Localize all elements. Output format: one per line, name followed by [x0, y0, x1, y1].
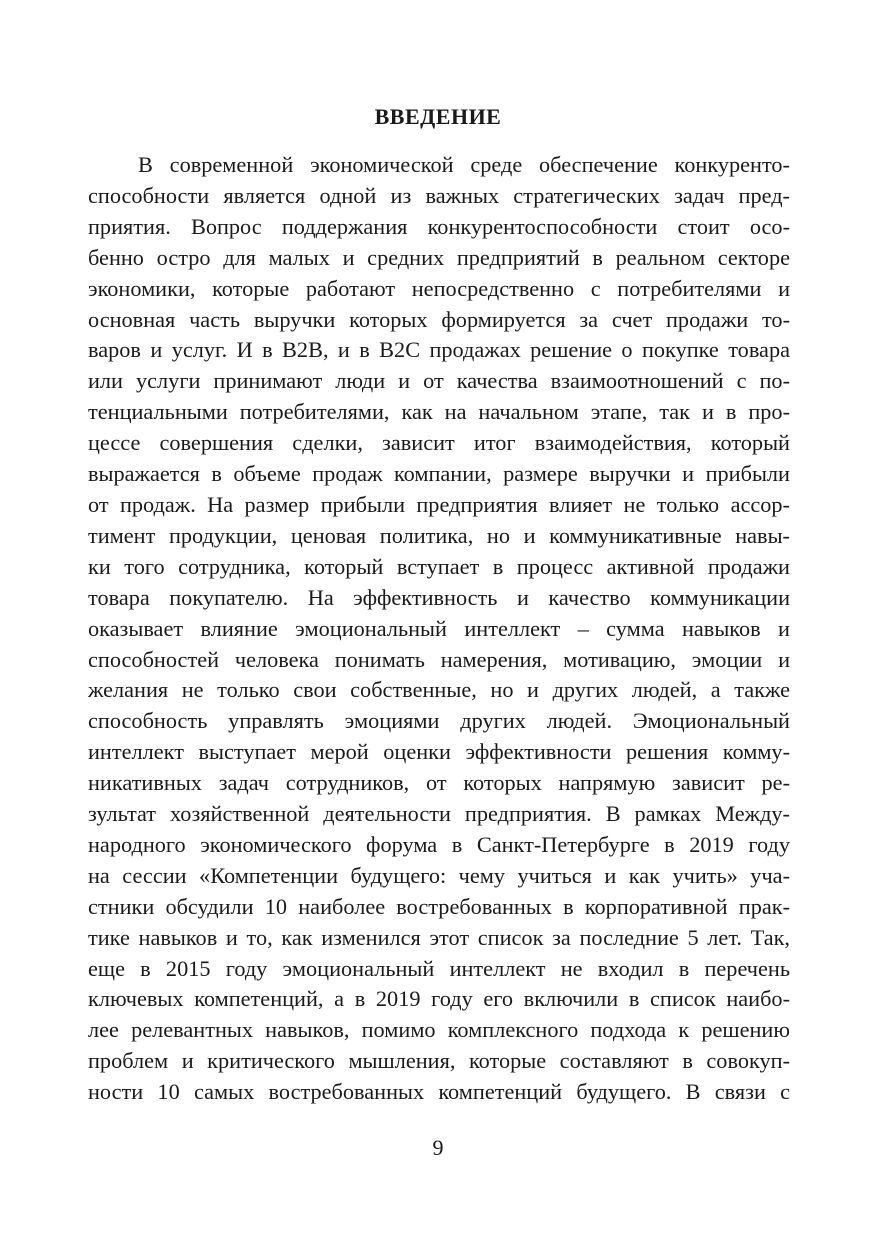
- text-line: бенно остро для малых и средних предприятий в реальном секторе: [88, 244, 790, 270]
- text-line: В современной экономической среде обеспечение конкуренто-: [138, 152, 790, 177]
- page-number: 9: [432, 1135, 444, 1160]
- text-line: выражается в объеме продаж компании, размере выручки и прибыли: [88, 461, 790, 487]
- text-line: тенциальными потребителями, как на начальном этапе, так и в про-: [88, 399, 790, 425]
- text-line: ности 10 самых востребованных компетенций будущего. В связи с: [88, 1079, 790, 1105]
- section-heading: ВВЕДЕНИЕ: [374, 104, 502, 129]
- text-line: проблем и критического мышления, которые составляют в совокуп-: [88, 1048, 790, 1074]
- text-line: оказывает влияние эмоциональный интеллект – сумма навыков и: [88, 615, 790, 641]
- text-line: от продаж. На размер прибыли предприятия влияет не только ассор-: [88, 491, 790, 517]
- text-line: никативных задач сотрудников, от которых напрямую зависит ре-: [88, 770, 790, 796]
- text-line: народного экономического форума в Санкт-Петербурге в 2019 году: [88, 831, 790, 857]
- text-line: тике навыков и то, как изменился этот список за последние 5 лет. Так,: [88, 924, 790, 950]
- text-line: ки того сотрудника, который вступает в процесс активной продажи: [88, 553, 790, 579]
- text-line: варов и услуг. И в B2B, и в B2C продажах решение о покупке товара: [88, 337, 790, 363]
- text-line: приятия. Вопрос поддержания конкурентоспособности стоит осо-: [88, 213, 790, 239]
- text-line: на сессии «Компетенции будущего: чему учиться и как учить» уча-: [88, 862, 790, 888]
- text-line: цессе совершения сделки, зависит итог взаимодействия, который: [88, 430, 790, 456]
- text-line: товара покупателю. На эффективность и качество коммуникации: [88, 584, 790, 610]
- text-line: стники обсудили 10 наиболее востребованных в корпоративной прак-: [88, 893, 790, 919]
- text-line: интеллект выступает мерой оценки эффективности решения комму-: [88, 739, 790, 765]
- text-line: способностей человека понимать намерения, мотивацию, эмоции и: [88, 646, 790, 672]
- text-line: способности является одной из важных стратегических задач пред-: [88, 182, 790, 208]
- text-line: способность управлять эмоциями других людей. Эмоциональный: [88, 708, 790, 734]
- text-line: или услуги принимают люди и от качества взаимоотношений с по-: [88, 368, 790, 394]
- text-line: желания не только свои собственные, но и других людей, а также: [88, 677, 790, 703]
- text-line: еще в 2015 году эмоциональный интеллект не входил в перечень: [88, 955, 790, 981]
- text-line: зультат хозяйственной деятельности предприятия. В рамках Между-: [88, 801, 790, 827]
- body-text: [88, 150, 790, 1108]
- text-line: ключевых компетенций, а в 2019 году его включили в список наибо-: [88, 986, 790, 1012]
- text-line: экономики, которые работают непосредственно с потребителями и: [88, 275, 790, 301]
- text-line: лее релевантных навыков, помимо комплексного подхода к решению: [88, 1017, 790, 1043]
- text-line: основная часть выручки которых формируется за счет продажи то-: [88, 306, 790, 332]
- text-line: тимент продукции, ценовая политика, но и коммуникативные навы-: [88, 522, 790, 548]
